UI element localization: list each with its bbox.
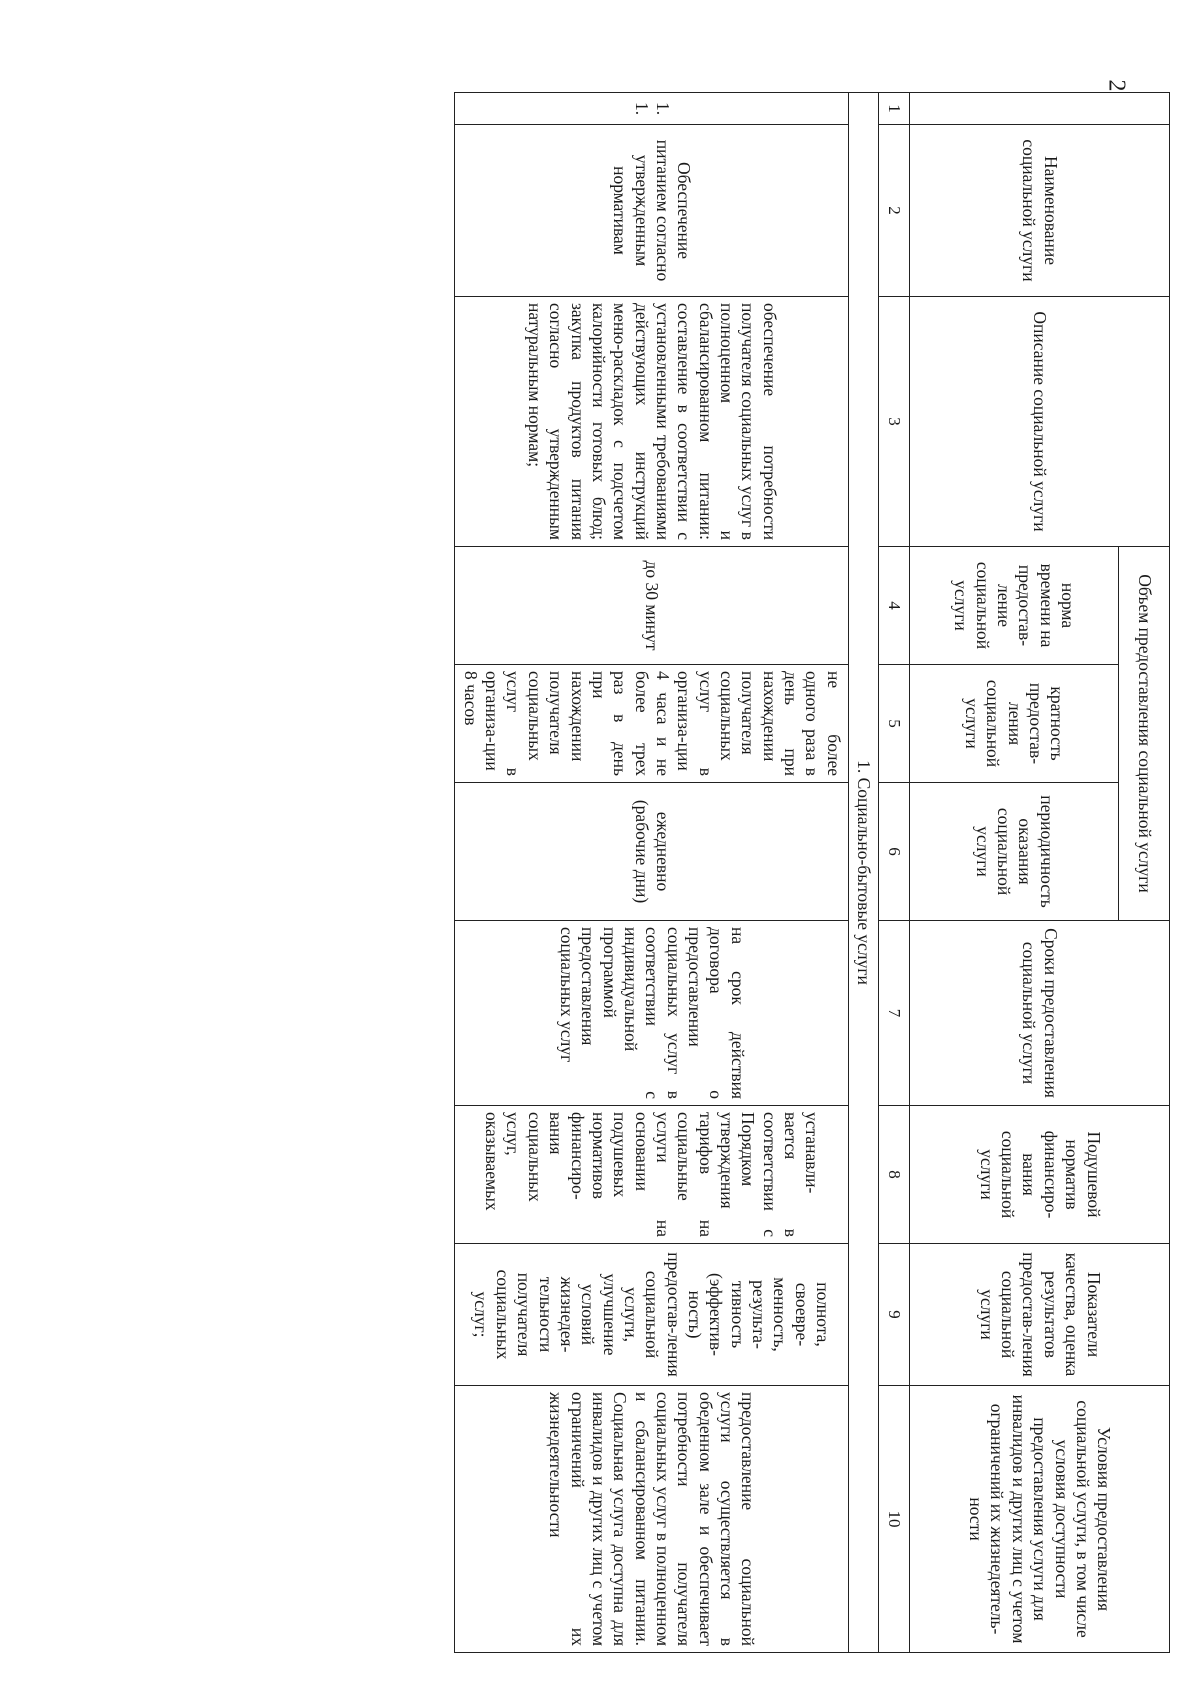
row-frequency: не более одного раза в день при нахождении получателя социальных услуг в организа-ции 4 часа и не более трех раз в день при нахождении получателя социальных услуг в организа-ции 8 часов (455, 665, 848, 783)
header-frequency: кратность предостав-ления социальной услуги (910, 665, 1119, 783)
row-time-norm: до 30 минут (455, 547, 848, 665)
column-number: 6 (879, 783, 910, 921)
row-quality: полнота, своевре-менность, результа-тивность (эффектив-ность) предостав-ления социальной услуги, улучшение условий жизнедея-тельности получателя социальных услуг; (455, 1244, 848, 1386)
row-conditions: предоставление социальной услуги осуществляется в обеденном зале и обеспечивает потребности получателя социальных услуг в полноценном и сбалансированном питании. Социальная услуга доступна для инвалидов и других лиц с учетом ограничений их жизнедеятельности (455, 1386, 848, 1653)
column-number: 3 (879, 297, 910, 547)
header-terms: Сроки предоставления социальной услуги (910, 921, 1170, 1106)
header-service-name: Наименование социальной услуги (910, 125, 1170, 297)
row-financing: устанавли-вается в соответствии с Порядком утверждения тарифов на социальные услуги на основании подушевых нормативов финансиро-вания социальных услуг, оказываемых (455, 1106, 848, 1244)
column-number: 5 (879, 665, 910, 783)
section-title: 1. Социально-бытовые услуги (848, 93, 878, 1653)
header-volume-group: Объем предоставления социальной услуги (1119, 547, 1170, 921)
header-financing: Подушевой норматив финансиро-вания социальной услуги (910, 1106, 1170, 1244)
row-terms: на срок действия договора о предоставлении социальных услуг в соответствии с индивидуальной программой предоставления социальных услуг (455, 921, 848, 1106)
column-number: 2 (879, 125, 910, 297)
row-number: 1.1. (455, 93, 848, 125)
section-row (848, 93, 878, 1653)
header-service-description: Описание социальной услуги (910, 297, 1170, 547)
header-quality: Показатели качества, оценка результатов предостав-ления социальной услуги (910, 1244, 1170, 1386)
page-number: 2 (1103, 79, 1130, 92)
column-number: 1 (879, 93, 910, 125)
column-number: 7 (879, 921, 910, 1106)
header-conditions: Условия предоставления социальной услуги, в том числе условия доступности предоставления услуги для инвалидов и других лиц с учетом ограничений их жизнедеятель-ности (910, 1386, 1170, 1653)
column-number: 8 (879, 1106, 910, 1244)
column-number: 10 (879, 1386, 910, 1653)
header-row-1 (1119, 93, 1170, 1653)
header-periodicity: периодичность оказания социальной услуги (910, 783, 1119, 921)
services-table (454, 92, 1170, 1653)
header-time-norm: норма времени на предостав-ление социальной услуги (910, 547, 1119, 665)
row-service-name: Обеспечение питанием согласно утвержденным нормативам (455, 125, 848, 297)
rotated-page-content (85, 92, 1170, 1652)
column-numbers-row (879, 93, 910, 1653)
column-number: 9 (879, 1244, 910, 1386)
header-col-1 (910, 93, 1170, 125)
table-row (455, 93, 848, 1653)
column-number: 4 (879, 547, 910, 665)
row-periodicity: ежедневно (рабочие дни) (455, 783, 848, 921)
row-service-description: обеспечение потребности получателя социальных услуг в полноценном и сбалансированном питании: составление в соответствии с установленными требованиями действующих инструкций меню-раскладок с подсчетом калорийности готовых блюд; закупка продуктов питания согласно утвержденным натуральным нормам; (455, 297, 848, 547)
